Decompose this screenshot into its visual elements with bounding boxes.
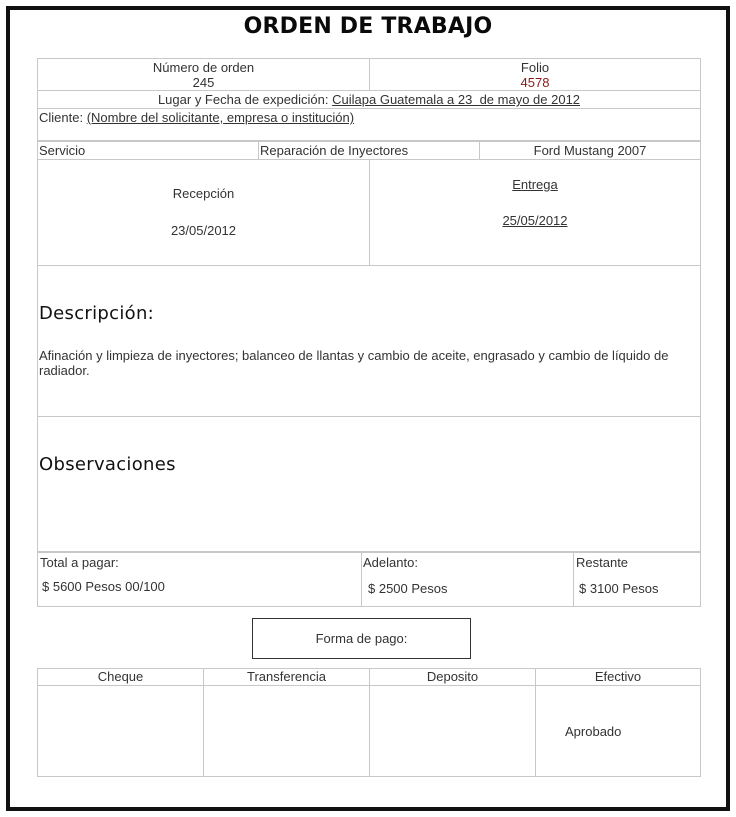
payment-value-efectivo xyxy=(535,685,701,777)
vehicle-value: Ford Mustang 2007 xyxy=(533,143,647,158)
description-text: Afinación y limpieza de inyectores; balanceo de llantas y cambio de aceite, engrasado y cambio de líquido de radiador. xyxy=(39,348,669,378)
total-value: $ 5600 Pesos 00/100 xyxy=(42,579,165,594)
delivery-date: 25/05/2012 xyxy=(502,213,568,228)
order-number-value: 245 xyxy=(192,75,215,90)
payment-col-efectivo xyxy=(535,668,701,686)
service-value: Reparación de Inyectores xyxy=(260,143,409,158)
advance-value: $ 2500 Pesos xyxy=(368,581,448,596)
reception-date: 23/05/2012 xyxy=(170,223,237,238)
reception-label: Recepción xyxy=(172,186,235,201)
remaining-cell xyxy=(573,551,701,607)
total-label: Total a pagar: xyxy=(40,555,119,570)
payment-method-label: Forma de pago: xyxy=(315,631,408,646)
service-label-cell xyxy=(37,141,259,160)
service-label: Servicio xyxy=(39,143,86,158)
advance-cell xyxy=(361,551,574,607)
folio-value: 4578 xyxy=(520,75,550,90)
place-date-value: Cuilapa Guatemala a 23 de mayo de 2012 xyxy=(332,92,581,107)
payment-col-cheque xyxy=(37,668,204,686)
vehicle-cell xyxy=(479,141,701,160)
payment-method-box xyxy=(252,618,471,659)
payment-col-label: Deposito xyxy=(426,669,479,684)
payment-col-label: Cheque xyxy=(97,669,144,684)
payment-col-transferencia xyxy=(203,668,370,686)
advance-label: Adelanto: xyxy=(363,555,418,570)
observations-cell xyxy=(37,416,701,553)
payment-value-transferencia xyxy=(203,685,370,777)
description-heading: Descripción: xyxy=(39,303,155,324)
payment-col-label: Efectivo xyxy=(594,669,642,684)
total-cell xyxy=(37,551,362,607)
delivery-label: Entrega xyxy=(512,177,558,192)
client-value: (Nombre del solicitante, empresa o institución) xyxy=(86,110,355,125)
service-value-cell xyxy=(258,141,480,160)
folio-cell xyxy=(369,58,701,91)
payment-value-approved: Aprobado xyxy=(565,724,622,739)
order-number-cell xyxy=(37,58,370,91)
payment-value-cheque xyxy=(37,685,204,777)
order-number-label: Número de orden xyxy=(152,60,255,75)
reception-cell xyxy=(37,159,370,266)
place-date-label: Lugar y Fecha de expedición: xyxy=(157,92,329,107)
remaining-label: Restante xyxy=(576,555,629,570)
place-date-cell xyxy=(37,90,701,109)
delivery-cell xyxy=(369,159,701,266)
observations-heading: Observaciones xyxy=(39,454,176,475)
document-title: ORDEN DE TRABAJO xyxy=(243,14,493,39)
description-cell xyxy=(37,265,701,417)
folio-label: Folio xyxy=(520,60,550,75)
payment-col-label: Transferencia xyxy=(247,669,326,684)
payment-col-deposito xyxy=(369,668,536,686)
remaining-value: $ 3100 Pesos xyxy=(579,581,659,596)
client-label: Cliente: xyxy=(39,110,84,125)
client-cell xyxy=(37,108,701,141)
payment-value-deposito xyxy=(369,685,536,777)
